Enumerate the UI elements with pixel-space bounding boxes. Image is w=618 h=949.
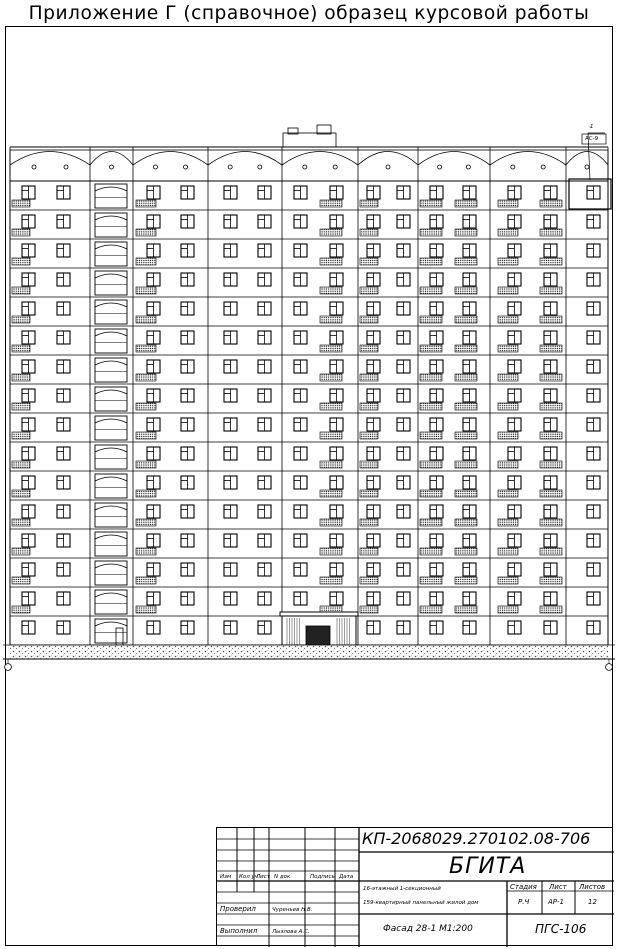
stage-value: Р.Ч (518, 898, 530, 906)
name-checked: Чуреньев Н.В. (272, 907, 313, 913)
header-n-dok: N док (274, 874, 291, 880)
group-code: ПГС-106 (535, 922, 587, 936)
header-podpis: Подпись (310, 874, 335, 880)
header-data: Дата (339, 874, 354, 880)
drawing-title: Фасад 28-1 М1:200 (383, 924, 473, 934)
sheet-header: Лист (549, 883, 567, 891)
document-code: КП-2068029.270102.08-706 (362, 829, 591, 848)
sheet-value: АР-1 (548, 898, 564, 906)
stage-header: Стадия (510, 883, 537, 891)
sheets-value: 12 (588, 898, 597, 906)
header-izm: Изм (220, 874, 232, 880)
callout-reference: АС-9 (585, 136, 599, 142)
header-kol-uch: Кол уч (239, 874, 259, 880)
page-caption: Приложение Г (справочное) образец курсовой работы (28, 2, 590, 24)
role-performed: Выполнил (220, 927, 258, 935)
callout-number: 1 (590, 124, 594, 130)
title-block (216, 827, 613, 946)
name-performed: Лызлова А.С. (272, 929, 310, 935)
sheets-header: Листов (579, 883, 606, 891)
description-line1: 16-этажный 1-секционный (363, 886, 441, 892)
role-checked: Проверил (220, 905, 256, 913)
header-list: Лист (256, 874, 270, 880)
description-line2: 159-квартирный панельный жилой дом (363, 900, 479, 906)
organization-name: БГИТА (449, 854, 527, 879)
